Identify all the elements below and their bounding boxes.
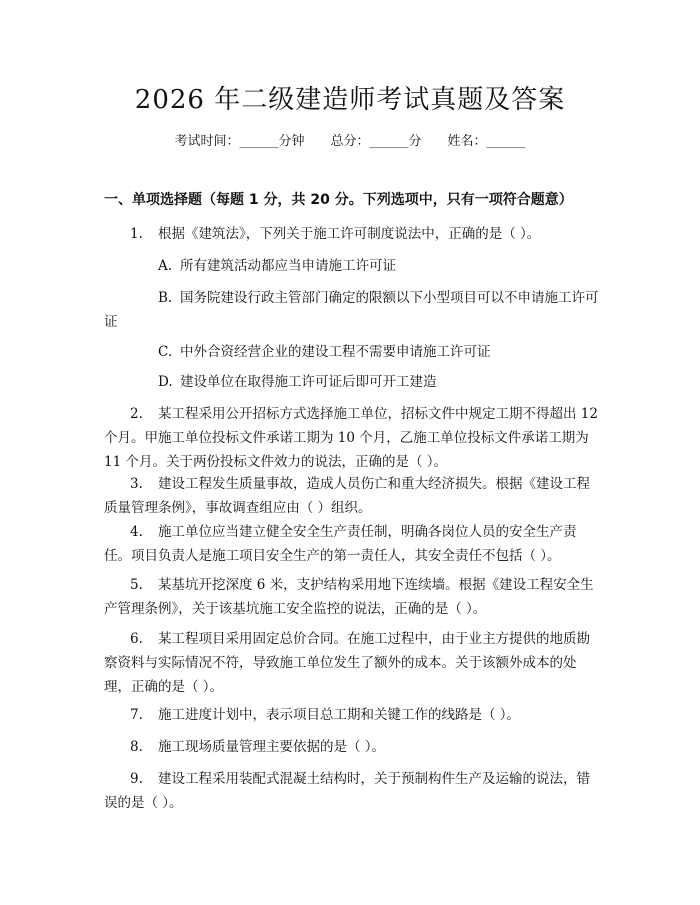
question-number: 9. bbox=[130, 771, 143, 787]
question-text: 某基坑开挖深度 6 米，支护结构采用地下连续墙。根据《建设工程安全生产管理条例》，关于该基坑施工安全监控的说法，正确的是（ ）。 bbox=[104, 577, 594, 617]
question-number: 3. bbox=[130, 476, 143, 492]
question-2 bbox=[104, 402, 600, 474]
question-8 bbox=[104, 735, 600, 759]
question-text: 建设工程发生质量事故，造成人员伤亡和重大经济损失。根据《建设工程质量管理条例》，事故调查组应由（ ）组织。 bbox=[104, 476, 590, 516]
exam-time: 考试时间：______分钟 bbox=[174, 134, 305, 149]
option-b bbox=[104, 286, 600, 334]
option-text: 建设单位在取得施工许可证后即可开工建造 bbox=[180, 374, 437, 390]
question-text: 根据《建筑法》，下列关于施工许可制度说法中，正确的是（ ）。 bbox=[158, 226, 541, 242]
option-letter: C. bbox=[158, 344, 173, 360]
page-title: 2026 年二级建造师考试真题及答案 bbox=[134, 85, 566, 115]
question-4 bbox=[104, 520, 600, 568]
option-a bbox=[104, 254, 600, 278]
option-text: 国务院建设行政主管部门确定的限额以下小型项目可以不申请施工许可证 bbox=[104, 290, 599, 330]
question-number: 8. bbox=[130, 739, 143, 755]
option-d bbox=[104, 370, 600, 394]
question-number: 1. bbox=[130, 226, 143, 242]
question-text: 施工进度计划中，表示项目总工期和关键工作的线路是（ ）。 bbox=[158, 707, 521, 723]
question-6 bbox=[104, 627, 600, 699]
option-text: 所有建筑活动都应当申请施工许可证 bbox=[180, 258, 396, 274]
question-text: 某工程采用公开招标方式选择施工单位，招标文件中规定工期不得超出 12 个月。甲施工单位投标文件承诺工期为 10 个月，乙施工单位投标文件承诺工期为 11 个月。关于两份投标文件效力的说法，正确的是（ ）。 bbox=[104, 406, 598, 470]
student-name: 姓名：______ bbox=[447, 134, 526, 149]
section-heading: 一、单项选择题（每题 1 分，共 20 分。下列选项中，只有一项符合题意） bbox=[104, 192, 573, 208]
option-c bbox=[104, 340, 600, 364]
exam-meta bbox=[0, 132, 700, 152]
question-3 bbox=[104, 472, 600, 520]
question-number: 7. bbox=[130, 707, 143, 723]
question-text: 建设工程采用装配式混凝土结构时，关于预制构件生产及运输的说法，错误的是（ ）。 bbox=[104, 771, 590, 811]
question-5 bbox=[104, 573, 600, 621]
question-7 bbox=[104, 703, 600, 727]
total-score: 总分：______分 bbox=[330, 134, 422, 149]
question-text: 施工单位应当建立健全安全生产责任制，明确各岗位人员的安全生产责任。项目负责人是施工项目安全生产的第一责任人，其安全责任不包括（ ）。 bbox=[104, 524, 577, 564]
question-number: 6. bbox=[130, 631, 143, 647]
option-text: 中外合资经营企业的建设工程不需要申请施工许可证 bbox=[180, 344, 491, 360]
option-letter: A. bbox=[158, 258, 173, 274]
question-number: 5. bbox=[130, 577, 143, 593]
question-number: 2. bbox=[130, 406, 143, 422]
option-letter: D. bbox=[158, 374, 173, 390]
question-1 bbox=[104, 222, 600, 246]
question-text: 施工现场质量管理主要依据的是（ ）。 bbox=[158, 739, 386, 755]
option-letter: B. bbox=[158, 290, 173, 306]
question-9 bbox=[104, 767, 600, 815]
question-number: 4. bbox=[130, 524, 143, 540]
question-text: 某工程项目采用固定总价合同。在施工过程中，由于业主方提供的地质勘察资料与实际情况不符，导致施工单位发生了额外的成本。关于该额外成本的处理，正确的是（ ）。 bbox=[104, 631, 590, 695]
